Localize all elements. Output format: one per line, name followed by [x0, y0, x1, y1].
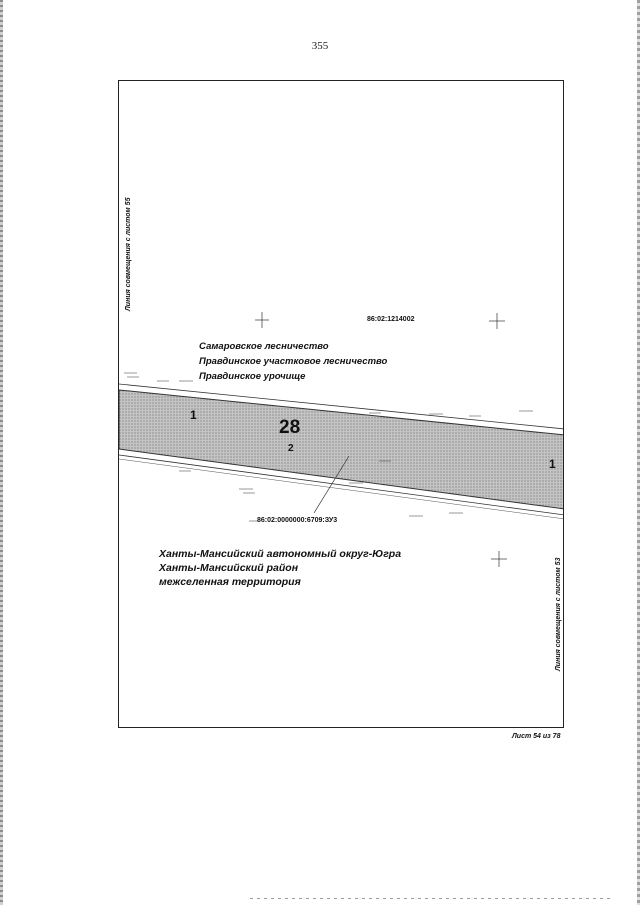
- forest-quarter-number: 28: [279, 417, 301, 438]
- map-drawing: [119, 81, 564, 728]
- forest-name-district: Самаровское лесничество: [199, 341, 329, 352]
- region-name-territory: межселенная территория: [159, 576, 301, 588]
- cadastral-block-number: 86:02:1214002: [367, 316, 415, 323]
- match-line-right: Линия совмещения с листом 53: [555, 557, 562, 671]
- map-label-1-right: 1: [549, 457, 556, 471]
- scan-bottom-edge: [250, 898, 610, 899]
- forest-names: [199, 339, 387, 384]
- sheet-number-label: Лист 54 из 78: [512, 733, 561, 740]
- region-name-okrug: Ханты-Мансийский автономный округ-Югра: [159, 548, 402, 560]
- forest-name-subdistrict: Правдинское участковое лесничество: [199, 356, 388, 367]
- region-names: [159, 547, 401, 589]
- map-frame: [118, 80, 564, 728]
- cadastral-parcel-number: 86:02:0000000:6709:ЗУ3: [257, 517, 338, 524]
- map-label-1-left: 1: [190, 408, 197, 422]
- region-name-district: Ханты-Мансийский район: [159, 562, 299, 574]
- forest-allotment-number: 2: [288, 443, 294, 454]
- forest-name-tract: Правдинское урочище: [199, 371, 306, 382]
- page-number: 355: [311, 40, 329, 52]
- scan-left-edge: [0, 0, 3, 905]
- road-strip: [119, 390, 564, 509]
- match-line-left: Линия совмещения с листом 55: [125, 197, 132, 311]
